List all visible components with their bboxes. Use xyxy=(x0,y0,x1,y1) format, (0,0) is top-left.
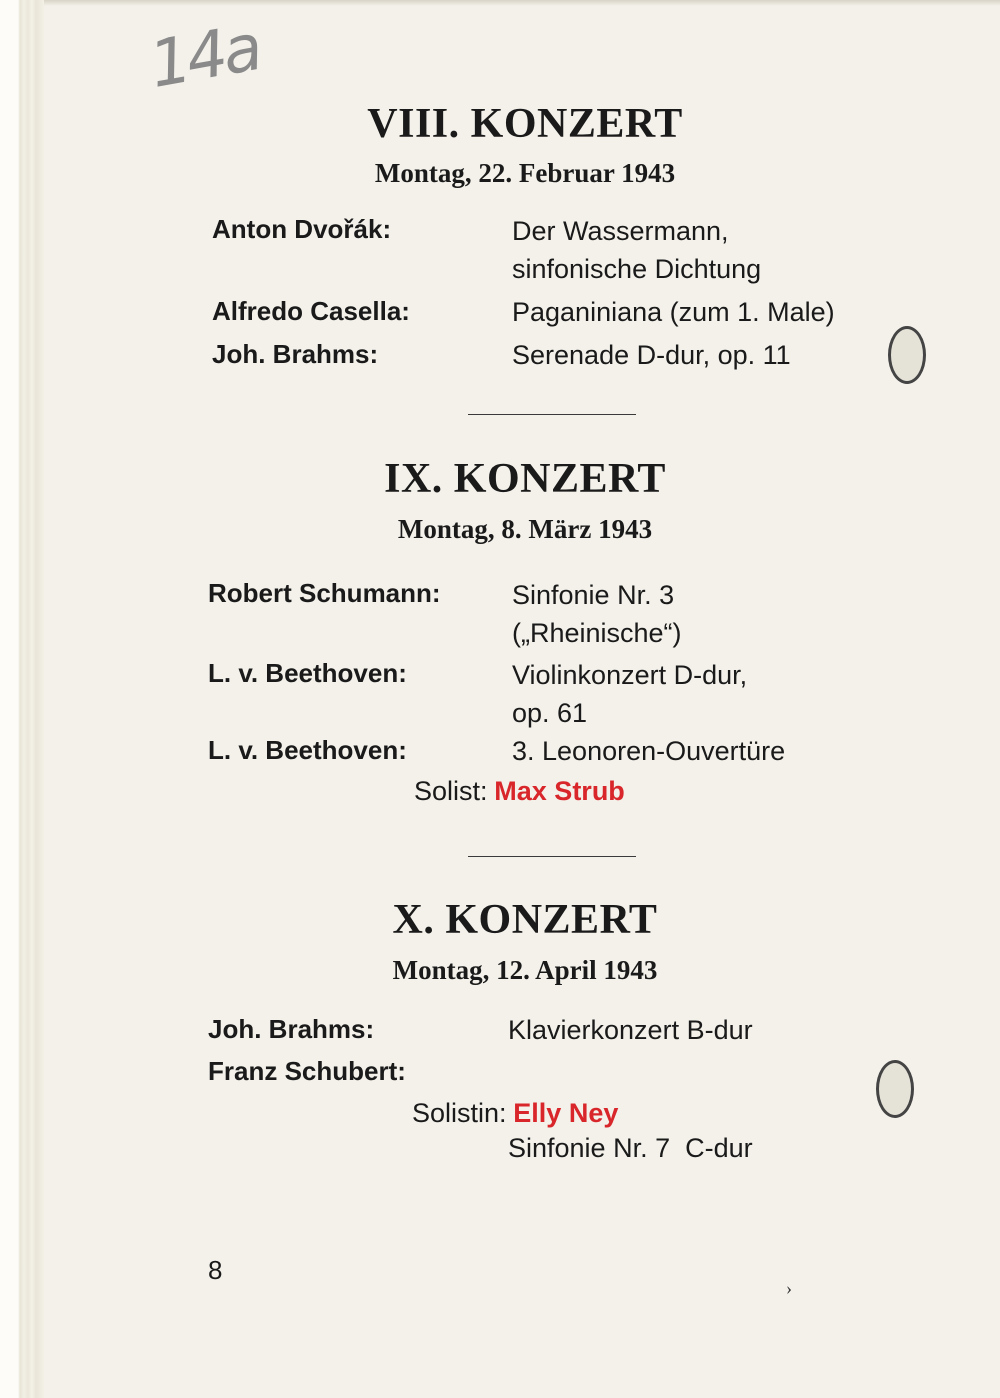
concert-title: IX. KONZERT xyxy=(384,456,666,502)
soloist-name: Elly Ney xyxy=(513,1098,619,1128)
work-line: („Rheinische“) xyxy=(512,618,682,648)
work-line: op. 61 xyxy=(512,698,588,728)
work xyxy=(508,1011,753,1049)
work-line: Paganiniana (zum 1. Male) xyxy=(512,297,835,327)
handwritten-page-note: 14a xyxy=(144,11,265,103)
section-divider xyxy=(468,414,636,415)
composer: Robert Schumann: xyxy=(208,578,441,608)
section-divider xyxy=(468,856,636,857)
work-line: sinfonische Dichtung xyxy=(512,254,762,284)
work xyxy=(508,1053,753,1243)
work-line: Violinkonzert D-dur, xyxy=(512,660,748,690)
composer: Joh. Brahms: xyxy=(208,1014,375,1044)
work xyxy=(512,656,747,732)
soloist-line xyxy=(414,776,625,807)
concert-title: VIII. KONZERT xyxy=(367,101,683,147)
concert-title: X. KONZERT xyxy=(392,897,658,943)
punch-hole xyxy=(876,1060,914,1118)
soloist-name: Max Strub xyxy=(494,776,625,806)
composer: L. v. Beethoven: xyxy=(208,658,407,688)
page-edges xyxy=(0,0,44,1398)
work-line: Klavierkonzert B-dur xyxy=(508,1015,753,1045)
work xyxy=(512,336,791,374)
top-shadow xyxy=(44,0,1000,6)
work-line: Serenade D-dur, op. 11 xyxy=(512,340,791,370)
concert-date: Montag, 22. Februar 1943 xyxy=(374,158,676,188)
work-line: Der Wassermann, xyxy=(512,216,729,246)
page-number: 8 xyxy=(208,1255,223,1285)
soloist-label: Solistin: xyxy=(412,1098,507,1128)
composer: L. v. Beethoven: xyxy=(208,735,407,765)
ink-mark: › xyxy=(786,1278,792,1298)
soloist-label: Solist: xyxy=(414,776,488,806)
composer: Alfredo Casella: xyxy=(212,296,410,326)
work-line: 3. Leonoren-Ouvertüre xyxy=(512,736,786,766)
composer: Joh. Brahms: xyxy=(212,339,379,369)
work xyxy=(512,293,835,331)
work-line: Sinfonie Nr. 3 xyxy=(512,580,675,610)
work xyxy=(512,732,785,770)
soloist-line xyxy=(412,1098,618,1129)
work xyxy=(512,576,682,652)
concert-date: Montag, 12. April 1943 xyxy=(392,955,658,985)
work-line: Sinfonie Nr. 7 C-dur xyxy=(508,1133,753,1163)
work xyxy=(512,212,761,288)
punch-hole xyxy=(888,326,926,384)
composer: Franz Schubert: xyxy=(208,1056,406,1086)
concert-date: Montag, 8. März 1943 xyxy=(397,514,653,544)
composer: Anton Dvořák: xyxy=(212,214,392,244)
